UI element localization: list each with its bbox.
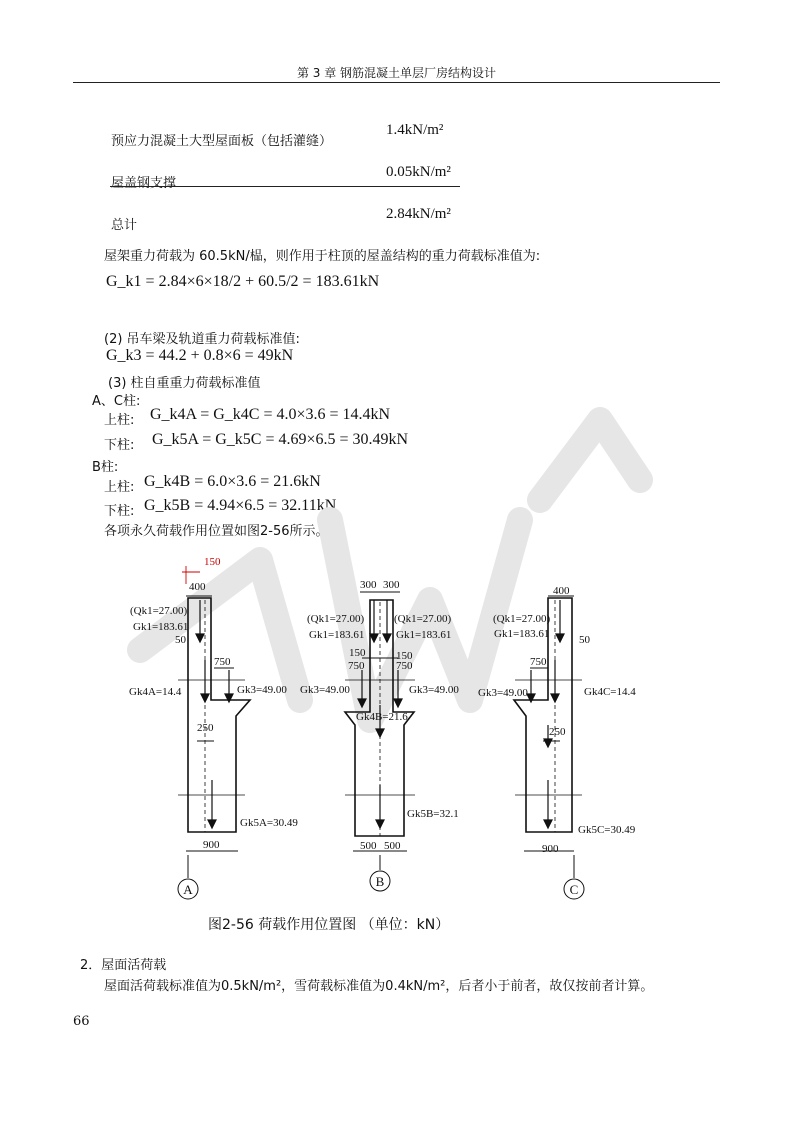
colA-dim-250: 250: [197, 722, 214, 734]
b-lower-label: 下柱:: [104, 504, 135, 519]
item2-heading: (2) 吊车梁及轨道重力荷载标准值:: [104, 332, 300, 347]
colC-qk1-label: (Qk1=27.00): [493, 613, 551, 625]
axis-b-label: B: [375, 874, 385, 889]
b-upper-equation: G_k4B = 6.0×3.6 = 21.6kN: [144, 473, 321, 490]
colA-gk4a-label: Gk4A=14.4: [129, 686, 182, 698]
colB-gk4b-label: Gk4B=21.6: [356, 711, 408, 723]
live-load-body: 屋面活荷载标准值为0.5kN/m²，雪荷载标准值为0.4kN/m²，后者小于前者，故仅按前者计算。: [104, 979, 654, 994]
colB-gk3-left-label: Gk3=49.00: [300, 684, 350, 696]
colC-gk1-label: Gk1=183.61: [494, 628, 550, 640]
page-header: 第 3 章 钢筋混凝土单层厂房结构设计: [296, 66, 497, 80]
ac-upper-label: 上柱:: [104, 413, 135, 428]
axis-a-label: A: [183, 882, 193, 897]
b-column-heading: B柱:: [92, 460, 119, 475]
item3-heading: (3) 柱自重重力荷载标准值: [108, 376, 261, 391]
colB-dim-300-right: 300: [383, 579, 400, 591]
colB-qk1-left-label: (Qk1=27.00): [307, 613, 365, 625]
b-upper-label: 上柱:: [104, 480, 135, 495]
gk1-equation: G_k1 = 2.84×6×18/2 + 60.5/2 = 183.61kN: [106, 273, 380, 290]
figure-caption: 图2-56 荷载作用位置图 （单位：kN）: [208, 917, 450, 933]
ac-column-heading: A、C柱:: [92, 394, 141, 409]
colC-dim-750: 750: [530, 656, 547, 668]
colB-dim-750-right: 750: [396, 660, 413, 672]
colB-dim-300-left: 300: [360, 579, 377, 591]
colB-gk1-right-label: Gk1=183.61: [396, 629, 452, 641]
colA-qk1-label: (Qk1=27.00): [130, 605, 188, 617]
colA-gk3-label: Gk3=49.00: [237, 684, 287, 696]
colB-dim-150-left: 150: [349, 647, 366, 659]
colC-gk4c-label: Gk4C=14.4: [584, 686, 636, 698]
colC-dim-50: 50: [579, 634, 590, 646]
load-total-value: 2.84kN/m²: [386, 206, 451, 222]
wps-watermark: [140, 420, 640, 720]
colB-dim-150-right: 150: [396, 650, 413, 662]
figure-reference: 各项永久荷载作用位置如图2-56所示。: [104, 524, 329, 539]
column-a-outline: [188, 598, 250, 832]
colB-gk1-left-label: Gk1=183.61: [309, 629, 365, 641]
ac-lower-equation: G_k5A = G_k5C = 4.69×6.5 = 30.49kN: [152, 431, 409, 448]
load-row2-label: 屋盖钢支撑: [111, 176, 177, 191]
load-row1-value: 1.4kN/m²: [386, 122, 444, 138]
colC-dim-900: 900: [542, 843, 559, 855]
truss-description: 屋架重力荷载为 60.5kN/榀，则作用于柱顶的屋盖结构的重力荷载标准值为:: [104, 249, 541, 264]
colC-dim-400: 400: [553, 585, 570, 597]
live-load-heading: 2．屋面活荷载: [80, 958, 167, 973]
gk3-equation: G_k3 = 44.2 + 0.8×6 = 49kN: [106, 347, 294, 364]
colA-dim-900: 900: [203, 839, 220, 851]
colB-gk5b-label: Gk5B=32.1: [407, 808, 459, 820]
ac-lower-label: 下柱:: [104, 438, 135, 453]
axis-c-label: C: [569, 882, 579, 897]
load-total-label: 总计: [111, 218, 138, 233]
load-row2-value: 0.05kN/m²: [386, 164, 451, 180]
b-lower-equation: G_k5B = 4.94×6.5 = 32.11kN: [144, 497, 337, 514]
column-a-load-arrows: [196, 600, 233, 828]
colC-gk3-label: Gk3=49.00: [478, 687, 528, 699]
colA-dim-150: 150: [204, 556, 221, 568]
colA-gk1-label: Gk1=183.61: [133, 621, 189, 633]
colB-dim-750-left: 750: [348, 660, 365, 672]
load-row1-label: 预应力混凝土大型屋面板（包括灌缝）: [111, 134, 333, 149]
colA-dim-50: 50: [175, 634, 186, 646]
ac-upper-equation: G_k4A = G_k4C = 4.0×3.6 = 14.4kN: [150, 406, 391, 423]
colA-dim-400: 400: [189, 581, 206, 593]
colB-gk3-right-label: Gk3=49.00: [409, 684, 459, 696]
colB-dim-500-left: 500: [360, 840, 377, 852]
colB-qk1-right-label: (Qk1=27.00): [394, 613, 452, 625]
colA-gk5a-label: Gk5A=30.49: [240, 817, 298, 829]
colB-dim-500-right: 500: [384, 840, 401, 852]
page-number: 66: [73, 1014, 90, 1029]
colC-dim-250: 250: [549, 726, 566, 738]
colC-gk5c-label: Gk5C=30.49: [578, 824, 636, 836]
colA-dim-750: 750: [214, 656, 231, 668]
